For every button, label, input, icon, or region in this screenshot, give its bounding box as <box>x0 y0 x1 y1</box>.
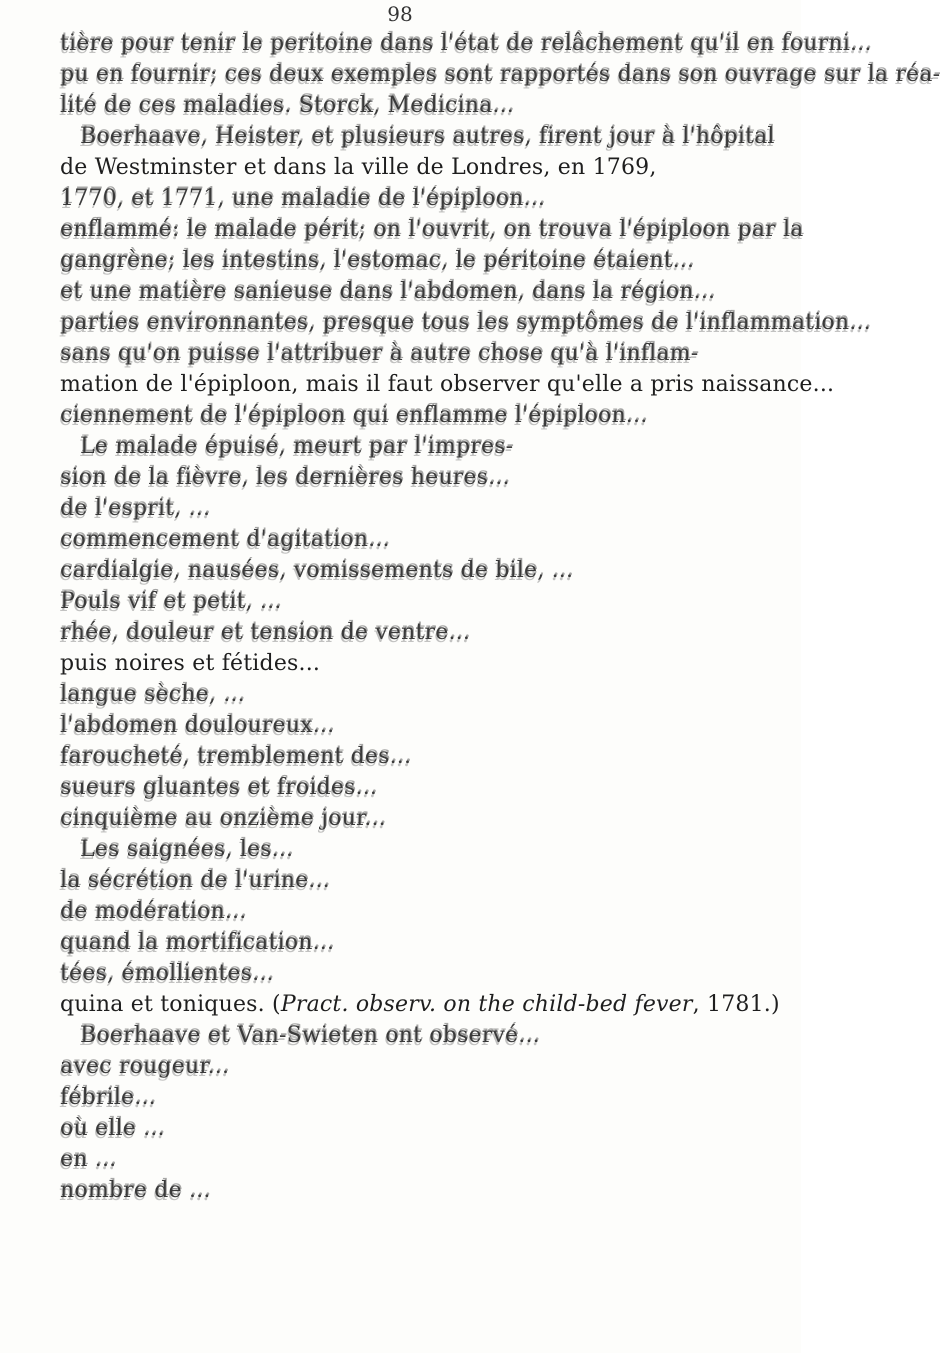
text-line: Boerhaave et Van-Swieten ont observé... <box>80 1023 540 1048</box>
text-line: commencement d'agitation... <box>60 527 390 552</box>
text-line: cardialgie, nausées, vomissements de bile, ... <box>60 558 574 583</box>
text-line: parties environnantes, presque tous les symptômes de l'inflammation... <box>60 310 871 335</box>
text-line: tière pour tenir le peritoine dans l'état de relâchement qu'il en fourni... <box>60 31 872 56</box>
text-line: nombre de ... <box>60 1178 211 1203</box>
body-text <box>60 28 940 1206</box>
text-line: de l'esprit, ... <box>60 496 211 521</box>
text-line: avec rougeur... <box>60 1054 230 1079</box>
text-line: Pouls vif et petit, ... <box>60 589 282 614</box>
text-line: lité de ces maladies. Storck, Medicina... <box>60 93 514 118</box>
text-line: Les saignées, les... <box>80 837 294 862</box>
text-line: tées, émollientes... <box>60 961 274 986</box>
text-line: et une matière sanieuse dans l'abdomen, dans la région... <box>60 279 716 304</box>
citation-line <box>60 989 790 1020</box>
text-line: en ... <box>60 1147 117 1172</box>
page-number: 98 <box>387 2 413 26</box>
text-line: langue sèche, ... <box>60 682 245 707</box>
text-line: 1770, et 1771, une maladie de l'épiploon... <box>60 186 546 211</box>
text-line: cinquième au onzième jour... <box>60 806 386 831</box>
text-line: faroucheté, tremblement des... <box>60 744 412 769</box>
text-line: Le malade épuisé, meurt par l'impres- <box>80 434 514 459</box>
text-line: sans qu'on puisse l'attribuer à autre chose qu'à l'inflam- <box>60 341 699 366</box>
text-line: Boerhaave, Heister, et plusieurs autres, firent jour à l'hôpital <box>80 124 775 149</box>
text-line: pu en fournir; ces deux exemples sont rapportés dans son ouvrage sur la réa- <box>60 62 940 87</box>
text-line: de Westminster et dans la ville de Londres, en 1769, <box>60 155 657 180</box>
text-line: puis noires et fétides... <box>60 651 321 676</box>
text-line: sion de la fièvre, les dernières heures... <box>60 465 510 490</box>
text-line: fébrile... <box>60 1085 156 1110</box>
text-line: où elle ... <box>60 1116 165 1141</box>
text-line: mation de l'épiploon, mais il faut observer qu'elle a pris naissance... <box>60 372 835 397</box>
text-line: ciennement de l'épiploon qui enflamme l'épiploon... <box>60 403 648 428</box>
citation-after: , 1781.) <box>692 992 780 1017</box>
text-line: de modération... <box>60 899 247 924</box>
text-line: quand la mortification... <box>60 930 335 955</box>
citation-before: quina et toniques. ( <box>60 992 281 1017</box>
text-line: gangrène; les intestins, l'estomac, le péritoine étaient... <box>60 248 695 273</box>
text-line: enflammé: le malade périt; on l'ouvrit, on trouva l'épiploon par la <box>60 217 804 242</box>
text-line: rhée, douleur et tension de ventre... <box>60 620 471 645</box>
citation-title: Pract. observ. on the child-bed fever <box>280 992 693 1017</box>
text-line: l'abdomen douloureux... <box>60 713 335 738</box>
text-line: la sécrétion de l'urine... <box>60 868 330 893</box>
text-line: sueurs gluantes et froides... <box>60 775 378 800</box>
